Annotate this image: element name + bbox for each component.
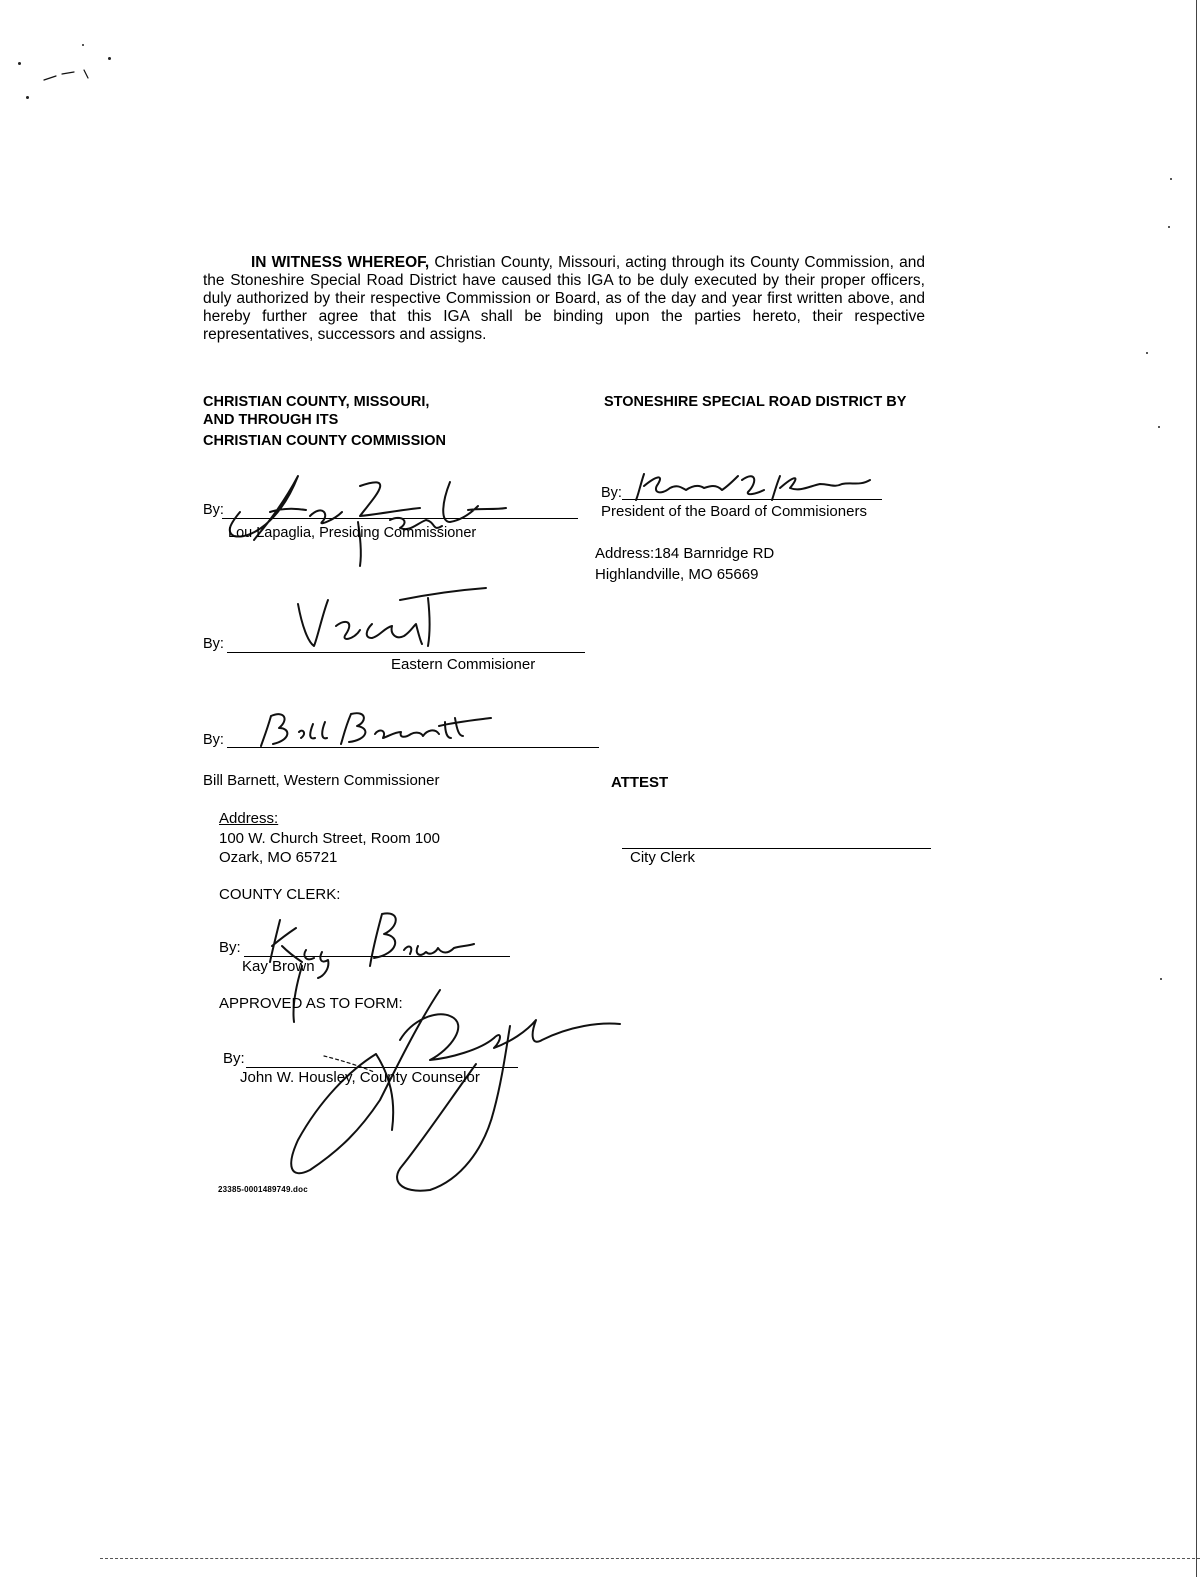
signer1-signature [210,462,510,572]
signer3-by-label: By: [203,732,224,748]
scan-speck [1146,352,1148,354]
county-address-line2: Ozark, MO 65721 [219,849,338,866]
signer1-title: Lou Lapaglia, Presiding Commissioner [228,525,477,541]
signer3-title: Bill Barnett, Western Commissioner [203,772,440,789]
county-heading-2: AND THROUGH ITS [203,412,339,428]
clerk-by-label: By: [219,939,241,956]
signer2-by-label: By: [203,636,224,652]
signer2-title: Eastern Commisioner [391,656,536,673]
scan-speck [108,57,111,60]
counselor-by-label: By: [223,1050,245,1067]
witness-lead: IN WITNESS WHEREOF, [251,254,430,271]
document-id: 23385-0001489749.doc [218,1185,308,1194]
scan-speck [18,62,21,65]
county-heading-1: CHRISTIAN COUNTY, MISSOURI, [203,394,430,410]
signer2-signature [280,586,500,656]
witness-text: Christian County, Missouri, acting through its County Commission, and the Stoneshire Special Road District have caused this IGA to be duly executed by their proper officers, duly authorized by their respective Commission or Board, as of the day and year first written above, and hereby further agree that this IGA shall be binding upon the parties hereto, their respective representatives, successors and assigns. [203,254,925,343]
county-heading-3: CHRISTIAN COUNTY COMMISSION [203,433,447,449]
scan-speck [1170,178,1172,180]
scan-mark [40,64,100,86]
counselor-name: John W. Housley, County Counselor [240,1069,480,1086]
page-edge-bottom [100,1558,1200,1559]
scan-speck [1168,226,1170,228]
county-address-label: Address: [219,810,279,827]
scan-speck [82,44,84,46]
scan-speck [1158,426,1160,428]
district-heading: STONESHIRE SPECIAL ROAD DISTRICT BY [604,394,907,410]
approved-label: APPROVED AS TO FORM: [219,995,403,1012]
attest-label: ATTEST [611,774,669,791]
district-address-line1: Address:184 Barnridge RD [595,545,775,562]
district-signer-title: President of the Board of Commisioners [601,503,867,520]
scan-speck [26,96,29,99]
city-clerk-label: City Clerk [630,849,696,866]
district-signer-by-label: By: [601,485,622,501]
counselor-signature [280,980,625,1195]
signer3-signature [255,704,495,754]
clerk-name: Kay Brown [242,958,315,975]
witness-paragraph [203,254,925,344]
page-edge-right [1196,0,1197,1577]
county-clerk-label: COUNTY CLERK: [219,886,341,903]
county-address-line1: 100 W. Church Street, Room 100 [219,830,440,847]
district-address-line2: Highlandville, MO 65669 [595,566,759,583]
district-signature [630,466,890,506]
scan-speck [1160,978,1162,980]
signer1-by-label: By: [203,502,224,518]
